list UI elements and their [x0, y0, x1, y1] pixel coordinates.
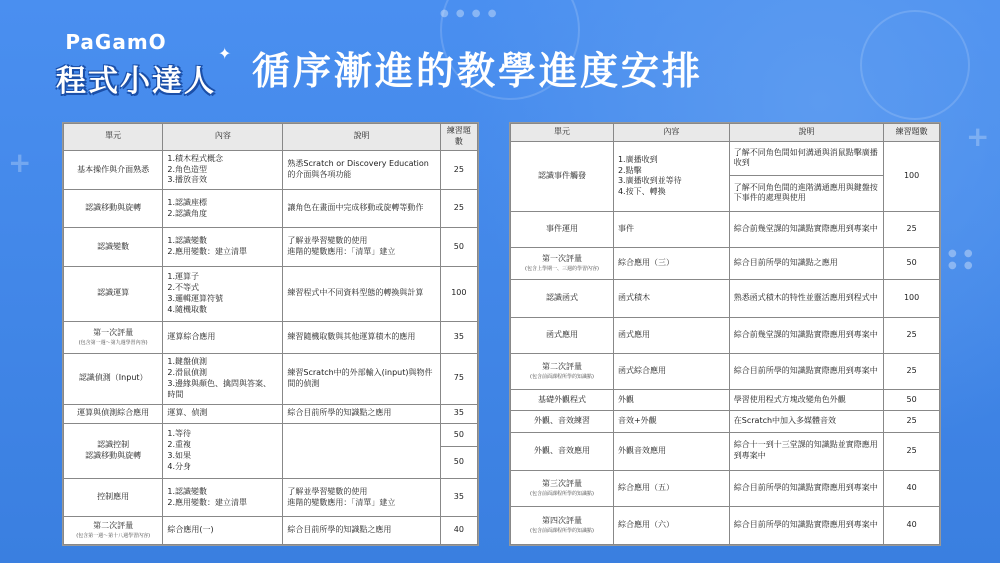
description-cell: 練習Scratch中的外部輸入(input)與物件間的偵測 [283, 353, 440, 404]
unit-cell [511, 470, 614, 506]
count-cell: 25 [884, 318, 940, 354]
unit-label: 第二次評量 [93, 521, 134, 531]
unit-cell: 事件運用 [511, 211, 614, 247]
unit-cell [64, 321, 163, 353]
count-cell: 35 [440, 321, 477, 353]
table-row [511, 142, 940, 176]
unit-cell: 認識運算 [64, 266, 163, 321]
unit-note: (包含第一週～第十八週學習內容) [76, 533, 151, 540]
description-cell: 學習使用程式方塊改變角色外觀 [729, 390, 883, 411]
table-row [511, 279, 940, 317]
unit-cell: 認識偵測（Input） [64, 353, 163, 404]
table-header-row [511, 124, 940, 142]
unit-note: (包含前面課程所學的知識點) [530, 490, 594, 497]
table-row [64, 353, 478, 404]
count-cell: 25 [884, 211, 940, 247]
content-cell: 1.鍵盤偵測 2.滑鼠偵測 3.邊緣與顏色、擒問與答案、時間 [163, 353, 283, 404]
content-cell: 1.認識變數 2.應用變數：建立清單 [163, 228, 283, 266]
logo-brand: PaGamO [65, 30, 167, 54]
content-cell: 綜合應用（五） [613, 470, 729, 506]
description-cell: 讓角色在畫面中完成移動或旋轉等動作 [283, 190, 440, 228]
content-cell: 1.認識變數 2.應用變數：建立清單 [163, 479, 283, 517]
content-cell: 1.認識座標 2.認識角度 [163, 190, 283, 228]
header-unit: 單元 [64, 124, 163, 151]
table-row [64, 517, 478, 545]
description-cell: 綜合目前所學的知識點之應用 [283, 404, 440, 423]
header-description: 說明 [283, 124, 440, 151]
header-description: 說明 [729, 124, 883, 142]
description-cell [283, 423, 440, 478]
unit-cell [511, 354, 614, 390]
header-unit: 單元 [511, 124, 614, 142]
unit-cell: 外觀、音效練習 [511, 411, 614, 432]
count-cell: 100 [884, 142, 940, 212]
logo-subtitle: 程式小達人 [56, 64, 216, 99]
unit-cell: 認識事件觸發 [511, 142, 614, 212]
unit-label: 第二次評量 [541, 362, 582, 372]
unit-note: (包含前面課程所學的知識點) [530, 374, 594, 381]
description-cell: 綜合目前所學的知識點實際應用到專案中 [729, 506, 883, 544]
table-header-row [64, 124, 478, 151]
table-row [64, 321, 478, 353]
content-cell: 1.積木程式概念 2.角色造型 3.播放音效 [163, 150, 283, 190]
table-row [511, 354, 940, 390]
unit-cell: 認識函式 [511, 279, 614, 317]
description-cell: 了解並學習變數的使用 進階的變數應用：「清單」建立 [283, 479, 440, 517]
count-cell: 40 [884, 506, 940, 544]
count-cell: 50 [884, 390, 940, 411]
count-cell: 25 [884, 432, 940, 470]
table-row [64, 479, 478, 517]
table-row [511, 506, 940, 544]
schedule-table-right [509, 122, 941, 546]
count-cell: 50 [440, 447, 477, 479]
count-cell: 75 [440, 353, 477, 404]
decorative-dots: ● ● ● ● [440, 8, 499, 19]
unit-cell: 認識變數 [64, 228, 163, 266]
description-cell: 在Scratch中加入多媒體音效 [729, 411, 883, 432]
description-cell: 了解並學習變數的使用 進階的變數應用：「清單」建立 [283, 228, 440, 266]
description-cell: 綜合目前所學的知識點之應用 [729, 248, 883, 280]
decorative-circle [860, 10, 970, 120]
content-cell: 綜合應用（六） [613, 506, 729, 544]
unit-cell [511, 506, 614, 544]
unit-cell: 外觀、音效應用 [511, 432, 614, 470]
description-cell: 綜合前幾堂課的知識點實際應用到專案中 [729, 318, 883, 354]
content-cell: 函式應用 [613, 318, 729, 354]
decorative-plus: + [8, 146, 32, 179]
unit-cell [64, 517, 163, 545]
count-cell: 50 [884, 248, 940, 280]
content-cell: 綜合應用(一) [163, 517, 283, 545]
content-cell: 事件 [613, 211, 729, 247]
table-row [511, 411, 940, 432]
unit-cell: 運算與偵測綜合應用 [64, 404, 163, 423]
description-cell: 了解不同角色間的進階溝通應用與鍵盤按下事件的處理與使用 [729, 175, 883, 211]
decorative-dots: ● ● ● ● [948, 248, 975, 271]
count-cell: 25 [884, 411, 940, 432]
pagamo-logo [56, 30, 236, 100]
schedule-table-left [62, 122, 479, 546]
content-cell: 外觀音效應用 [613, 432, 729, 470]
description-cell: 熟悉Scratch or Discovery Education的介面與各項功能 [283, 150, 440, 190]
table-row [64, 423, 478, 446]
count-cell: 25 [440, 190, 477, 228]
table-row [511, 390, 940, 411]
description-cell: 綜合目前所學的知識點實際應用到專案中 [729, 354, 883, 390]
unit-label: 第一次評量 [93, 328, 134, 338]
unit-cell: 基本操作與介面熟悉 [64, 150, 163, 190]
header-exercise-count: 練習題數 [884, 124, 940, 142]
unit-cell: 基礎外觀程式 [511, 390, 614, 411]
description-cell: 熟悉函式積木的特性並靈活應用到程式中 [729, 279, 883, 317]
content-cell: 函式綜合應用 [613, 354, 729, 390]
unit-cell: 認識移動與旋轉 [64, 190, 163, 228]
count-cell: 40 [440, 517, 477, 545]
description-cell: 練習隨機取數與其他運算積木的應用 [283, 321, 440, 353]
content-cell: 外觀 [613, 390, 729, 411]
content-cell: 1.等待 2.重複 3.如果 4.分身 [163, 423, 283, 478]
content-cell: 函式積木 [613, 279, 729, 317]
count-cell: 50 [440, 228, 477, 266]
unit-label: 第一次評量 [541, 254, 582, 264]
description-cell: 了解不同角色間如何溝通與消鼠點擊廣播收到 [729, 142, 883, 176]
unit-note: (包含前面課程所學的知識點) [530, 527, 594, 534]
content-cell: 運算綜合應用 [163, 321, 283, 353]
count-cell: 35 [440, 479, 477, 517]
header-content: 內容 [163, 124, 283, 151]
unit-label: 第三次評量 [541, 478, 582, 488]
count-cell: 35 [440, 404, 477, 423]
content-cell: 運算、偵測 [163, 404, 283, 423]
count-cell: 100 [440, 266, 477, 321]
table-row [511, 432, 940, 470]
count-cell: 50 [440, 423, 477, 446]
table-row [511, 470, 940, 506]
table-row [64, 266, 478, 321]
header-content: 內容 [613, 124, 729, 142]
count-cell: 100 [884, 279, 940, 317]
unit-cell: 認識控制 認識移動與旋轉 [64, 423, 163, 478]
table-row [64, 228, 478, 266]
content-cell: 1.廣播收到 2.點擊 3.廣播收到並等待 4.按下、轉換 [613, 142, 729, 212]
content-cell: 綜合應用（三） [613, 248, 729, 280]
table-row [64, 404, 478, 423]
table-row [511, 318, 940, 354]
unit-cell: 函式應用 [511, 318, 614, 354]
content-cell: 音效+外觀 [613, 411, 729, 432]
description-cell: 綜合十一到十三堂課的知識點並實際應用到專案中 [729, 432, 883, 470]
decorative-plus: + [966, 120, 990, 153]
table-row [64, 150, 478, 190]
unit-cell: 控制應用 [64, 479, 163, 517]
count-cell: 40 [884, 470, 940, 506]
description-cell: 綜合前幾堂課的知識點實際應用到專案中 [729, 211, 883, 247]
page-title: 循序漸進的教學進度安排 [252, 49, 704, 93]
sparkle-icon: ✦ [218, 44, 232, 63]
description-cell: 綜合目前所學的知識點實際應用到專案中 [729, 470, 883, 506]
content-cell: 1.運算子 2.不等式 3.邏輯運算符號 4.隨機取數 [163, 266, 283, 321]
header-exercise-count: 練習題數 [440, 124, 477, 151]
table-row [511, 211, 940, 247]
count-cell: 25 [884, 354, 940, 390]
unit-note: (包含第一週～第九週學習內容) [78, 339, 148, 346]
description-cell: 綜合目前所學的知識點之應用 [283, 517, 440, 545]
description-cell: 練習程式中不同資料型態的轉換與計算 [283, 266, 440, 321]
unit-note: (包含上學期一、三週的學習內容) [525, 265, 599, 272]
table-row [64, 190, 478, 228]
count-cell: 25 [440, 150, 477, 190]
table-row [511, 248, 940, 280]
unit-cell [511, 248, 614, 280]
unit-label: 第四次評量 [541, 516, 582, 526]
